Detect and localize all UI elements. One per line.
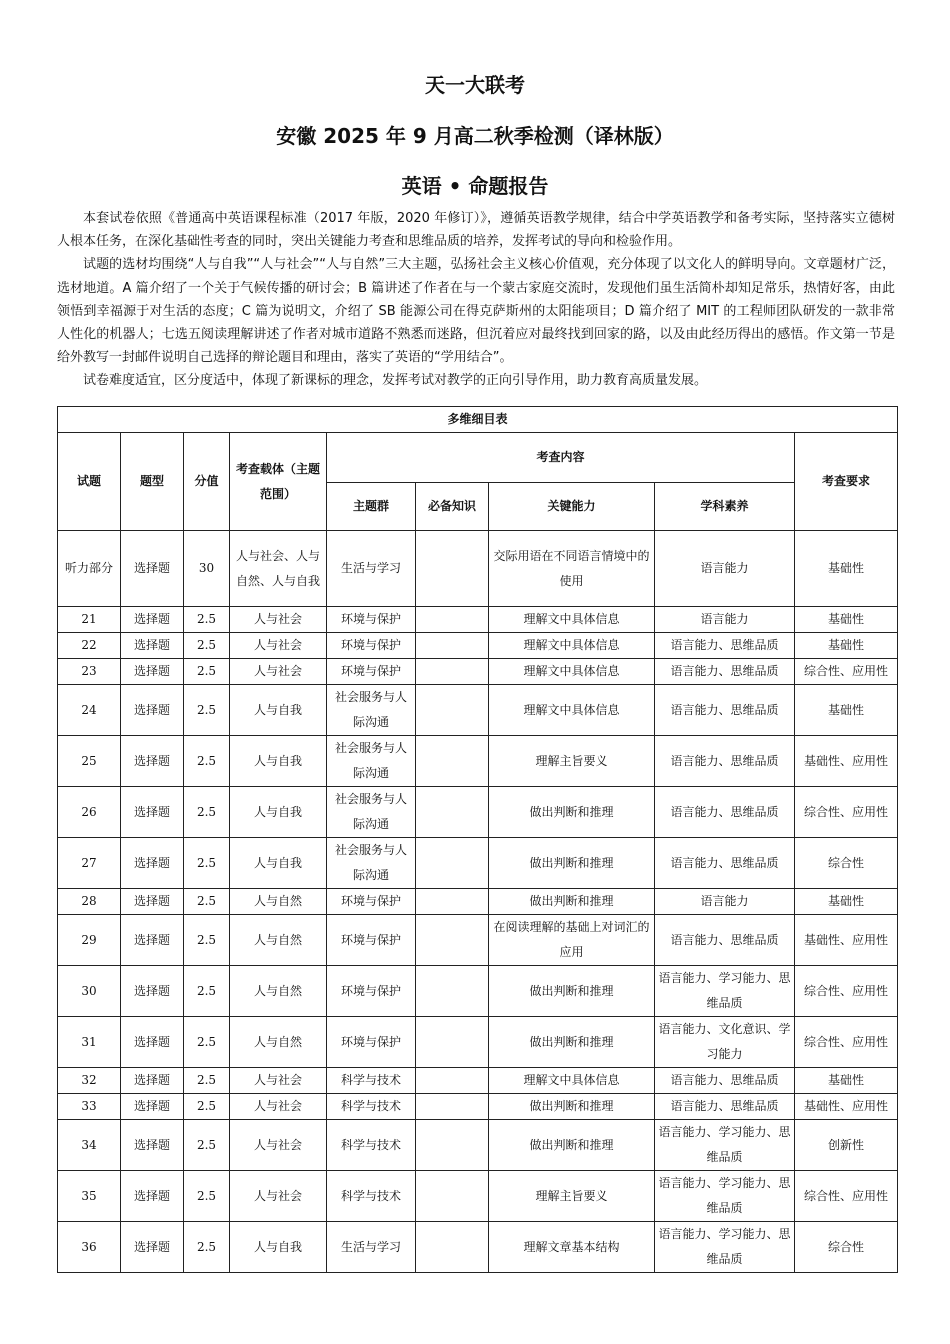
header-score: 分值	[184, 433, 230, 531]
cell-carrier: 人与社会	[230, 1171, 327, 1222]
header-carrier: 考查载体（主题范围）	[230, 433, 327, 531]
cell-ability: 在阅读理解的基础上对词汇的应用	[489, 915, 655, 966]
cell-requirement: 综合性、应用性	[795, 966, 898, 1017]
exam-title: 安徽 2025 年 9 月高二秋季检测（译林版）	[276, 124, 674, 148]
header-content: 考查内容	[327, 433, 795, 483]
cell-type: 选择题	[121, 659, 184, 685]
cell-theme: 科学与技术	[327, 1171, 416, 1222]
cell-score: 2.5	[184, 1068, 230, 1094]
cell-knowledge	[416, 787, 489, 838]
cell-type: 选择题	[121, 838, 184, 889]
cell-item: 26	[58, 787, 121, 838]
cell-score: 2.5	[184, 966, 230, 1017]
cell-knowledge	[416, 607, 489, 633]
table-body	[58, 531, 898, 1273]
cell-requirement: 综合性、应用性	[795, 1171, 898, 1222]
cell-score: 2.5	[184, 915, 230, 966]
cell-type: 选择题	[121, 787, 184, 838]
cell-theme: 环境与保护	[327, 889, 416, 915]
cell-theme: 社会服务与人际沟通	[327, 736, 416, 787]
cell-type: 选择题	[121, 607, 184, 633]
cell-type: 选择题	[121, 531, 184, 607]
cell-literacy: 语言能力、学习能力、思维品质	[655, 966, 795, 1017]
cell-type: 选择题	[121, 1094, 184, 1120]
cell-ability: 做出判断和推理	[489, 787, 655, 838]
cell-ability: 理解文中具体信息	[489, 685, 655, 736]
cell-theme: 科学与技术	[327, 1094, 416, 1120]
cell-ability: 做出判断和推理	[489, 1017, 655, 1068]
cell-literacy: 语言能力、文化意识、学习能力	[655, 1017, 795, 1068]
cell-requirement: 基础性	[795, 889, 898, 915]
cell-requirement: 综合性、应用性	[795, 1017, 898, 1068]
cell-literacy: 语言能力、思维品质	[655, 736, 795, 787]
cell-literacy: 语言能力、思维品质	[655, 787, 795, 838]
cell-carrier: 人与自我	[230, 1222, 327, 1273]
cell-carrier: 人与社会、人与自然、人与自我	[230, 531, 327, 607]
cell-ability: 理解文中具体信息	[489, 659, 655, 685]
header-theme: 主题群	[327, 483, 416, 531]
cell-ability: 做出判断和推理	[489, 1094, 655, 1120]
cell-literacy: 语言能力、思维品质	[655, 838, 795, 889]
cell-item: 27	[58, 838, 121, 889]
cell-type: 选择题	[121, 915, 184, 966]
cell-item: 36	[58, 1222, 121, 1273]
cell-literacy: 语言能力、学习能力、思维品质	[655, 1120, 795, 1171]
table-row	[58, 607, 898, 633]
cell-literacy: 语言能力、学习能力、思维品质	[655, 1222, 795, 1273]
cell-theme: 生活与学习	[327, 531, 416, 607]
cell-requirement: 基础性、应用性	[795, 915, 898, 966]
cell-type: 选择题	[121, 1068, 184, 1094]
cell-requirement: 基础性、应用性	[795, 1094, 898, 1120]
cell-carrier: 人与自我	[230, 736, 327, 787]
cell-ability: 理解主旨要义	[489, 1171, 655, 1222]
cell-type: 选择题	[121, 685, 184, 736]
cell-ability: 做出判断和推理	[489, 1120, 655, 1171]
cell-carrier: 人与社会	[230, 659, 327, 685]
cell-requirement: 综合性	[795, 1222, 898, 1273]
header-item: 试题	[58, 433, 121, 531]
cell-score: 2.5	[184, 736, 230, 787]
cell-requirement: 基础性	[795, 1068, 898, 1094]
cell-knowledge	[416, 889, 489, 915]
cell-item: 21	[58, 607, 121, 633]
cell-knowledge	[416, 531, 489, 607]
cell-carrier: 人与自我	[230, 685, 327, 736]
cell-theme: 环境与保护	[327, 659, 416, 685]
cell-theme: 生活与学习	[327, 1222, 416, 1273]
cell-knowledge	[416, 1120, 489, 1171]
table-caption: 多维细目表	[58, 407, 898, 433]
cell-ability: 做出判断和推理	[489, 889, 655, 915]
cell-carrier: 人与自我	[230, 787, 327, 838]
cell-ability: 交际用语在不同语言情境中的使用	[489, 531, 655, 607]
cell-item: 29	[58, 915, 121, 966]
cell-ability: 理解文章基本结构	[489, 1222, 655, 1273]
cell-theme: 环境与保护	[327, 607, 416, 633]
table-row	[58, 915, 898, 966]
cell-knowledge	[416, 1171, 489, 1222]
cell-item: 23	[58, 659, 121, 685]
table-row	[58, 966, 898, 1017]
report-title: 英语 • 命题报告	[401, 174, 549, 198]
cell-score: 2.5	[184, 787, 230, 838]
header-knowledge: 必备知识	[416, 483, 489, 531]
table-row	[58, 685, 898, 736]
cell-knowledge	[416, 966, 489, 1017]
cell-score: 2.5	[184, 1017, 230, 1068]
cell-carrier: 人与社会	[230, 633, 327, 659]
cell-theme: 社会服务与人际沟通	[327, 685, 416, 736]
cell-carrier: 人与自然	[230, 915, 327, 966]
cell-literacy: 语言能力、思维品质	[655, 633, 795, 659]
cell-item: 30	[58, 966, 121, 1017]
cell-carrier: 人与自然	[230, 1017, 327, 1068]
intro-paragraph-1: 本套试卷依照《普通高中英语课程标准（2017 年版，2020 年修订）》，遵循英语教学规律，结合中学英语教学和备考实际，坚持落实立德树人根本任务，在深化基础性考查的同时，突出关键能力考查和思维品质的培养，发挥考试的导向和检验作用。	[57, 211, 895, 250]
intro-paragraph-3: 试卷难度适宜，区分度适中，体现了新课标的理念，发挥考试对教学的正向引导作用，助力教育高质量发展。	[83, 373, 708, 389]
cell-score: 2.5	[184, 838, 230, 889]
cell-literacy: 语言能力、思维品质	[655, 659, 795, 685]
cell-score: 2.5	[184, 1094, 230, 1120]
cell-literacy: 语言能力	[655, 531, 795, 607]
cell-type: 选择题	[121, 633, 184, 659]
cell-knowledge	[416, 1094, 489, 1120]
cell-type: 选择题	[121, 736, 184, 787]
cell-score: 2.5	[184, 889, 230, 915]
cell-score: 2.5	[184, 685, 230, 736]
cell-score: 2.5	[184, 1120, 230, 1171]
cell-theme: 社会服务与人际沟通	[327, 838, 416, 889]
cell-item: 听力部分	[58, 531, 121, 607]
header-ability: 关键能力	[489, 483, 655, 531]
table-row	[58, 1171, 898, 1222]
cell-item: 32	[58, 1068, 121, 1094]
cell-ability: 做出判断和推理	[489, 966, 655, 1017]
cell-item: 33	[58, 1094, 121, 1120]
cell-item: 25	[58, 736, 121, 787]
cell-knowledge	[416, 685, 489, 736]
cell-carrier: 人与自然	[230, 889, 327, 915]
table-row	[58, 889, 898, 915]
cell-carrier: 人与社会	[230, 607, 327, 633]
cell-theme: 科学与技术	[327, 1068, 416, 1094]
header-requirement: 考查要求	[795, 433, 898, 531]
cell-requirement: 综合性、应用性	[795, 659, 898, 685]
cell-ability: 理解主旨要义	[489, 736, 655, 787]
cell-ability: 理解文中具体信息	[489, 607, 655, 633]
table-row	[58, 659, 898, 685]
cell-ability: 做出判断和推理	[489, 838, 655, 889]
cell-score: 2.5	[184, 1171, 230, 1222]
header-type: 题型	[121, 433, 184, 531]
cell-theme: 环境与保护	[327, 1017, 416, 1068]
cell-type: 选择题	[121, 1222, 184, 1273]
table-row	[58, 1094, 898, 1120]
cell-knowledge	[416, 915, 489, 966]
cell-item: 35	[58, 1171, 121, 1222]
cell-item: 28	[58, 889, 121, 915]
cell-item: 31	[58, 1017, 121, 1068]
cell-type: 选择题	[121, 1171, 184, 1222]
cell-knowledge	[416, 1017, 489, 1068]
cell-carrier: 人与自然	[230, 966, 327, 1017]
cell-score: 2.5	[184, 633, 230, 659]
table-row	[58, 633, 898, 659]
cell-theme: 环境与保护	[327, 633, 416, 659]
cell-score: 2.5	[184, 659, 230, 685]
table-row	[58, 1068, 898, 1094]
cell-theme: 科学与技术	[327, 1120, 416, 1171]
intro-text	[57, 207, 895, 393]
cell-score: 2.5	[184, 607, 230, 633]
cell-requirement: 创新性	[795, 1120, 898, 1171]
cell-knowledge	[416, 736, 489, 787]
cell-ability: 理解文中具体信息	[489, 1068, 655, 1094]
cell-literacy: 语言能力、思维品质	[655, 1094, 795, 1120]
cell-literacy: 语言能力、学习能力、思维品质	[655, 1171, 795, 1222]
cell-literacy: 语言能力	[655, 607, 795, 633]
cell-literacy: 语言能力、思维品质	[655, 1068, 795, 1094]
cell-ability: 理解文中具体信息	[489, 633, 655, 659]
table-row	[58, 736, 898, 787]
table-row	[58, 531, 898, 607]
org-title: 天一大联考	[425, 73, 525, 97]
cell-knowledge	[416, 1068, 489, 1094]
cell-score: 2.5	[184, 1222, 230, 1273]
table-row	[58, 1222, 898, 1273]
cell-item: 22	[58, 633, 121, 659]
cell-theme: 社会服务与人际沟通	[327, 787, 416, 838]
header-literacy: 学科素养	[655, 483, 795, 531]
cell-knowledge	[416, 1222, 489, 1273]
cell-theme: 环境与保护	[327, 966, 416, 1017]
cell-type: 选择题	[121, 1120, 184, 1171]
table-row	[58, 838, 898, 889]
cell-requirement: 基础性、应用性	[795, 736, 898, 787]
table-row	[58, 787, 898, 838]
cell-literacy: 语言能力、思维品质	[655, 685, 795, 736]
cell-literacy: 语言能力、思维品质	[655, 915, 795, 966]
cell-carrier: 人与社会	[230, 1068, 327, 1094]
cell-requirement: 基础性	[795, 607, 898, 633]
cell-score: 30	[184, 531, 230, 607]
cell-item: 34	[58, 1120, 121, 1171]
cell-type: 选择题	[121, 889, 184, 915]
cell-carrier: 人与自我	[230, 838, 327, 889]
cell-knowledge	[416, 838, 489, 889]
cell-type: 选择题	[121, 966, 184, 1017]
cell-item: 24	[58, 685, 121, 736]
cell-requirement: 综合性、应用性	[795, 787, 898, 838]
cell-literacy: 语言能力	[655, 889, 795, 915]
table-row	[58, 1017, 898, 1068]
specification-table	[57, 406, 898, 1273]
cell-carrier: 人与社会	[230, 1120, 327, 1171]
cell-type: 选择题	[121, 1017, 184, 1068]
table-row	[58, 1120, 898, 1171]
cell-knowledge	[416, 659, 489, 685]
intro-paragraph-2: 试题的选材均围绕“人与自我”“人与社会”“人与自然”三大主题，弘扬社会主义核心价值观，充分体现了以文化人的鲜明导向。文章题材广泛，选材地道。A 篇介绍了一个关于气候传播的研讨会；B 篇讲述了作者在与一个蒙古家庭交流时，发现他们虽生活简朴却知足常乐，热情好客，由此领悟到幸福源于对生活的态度；C 篇为说明文，介绍了 SB 能源公司在得克萨斯州的太阳能项目；D 篇介绍了 MIT 的工程师团队研发的一款非常人性化的机器人；七选五阅读理解讲述了作者对城市道路不熟悉而迷路，但沉着应对最终找到回家的路，以及由此经历得出的感悟。作文第一节是给外教写一封邮件说明自己选择的辩论题目和理由，落实了英语的“学用结合”。	[57, 257, 895, 366]
cell-carrier: 人与社会	[230, 1094, 327, 1120]
cell-requirement: 基础性	[795, 633, 898, 659]
cell-knowledge	[416, 633, 489, 659]
cell-requirement: 基础性	[795, 685, 898, 736]
cell-theme: 环境与保护	[327, 915, 416, 966]
cell-requirement: 综合性	[795, 838, 898, 889]
cell-requirement: 基础性	[795, 531, 898, 607]
